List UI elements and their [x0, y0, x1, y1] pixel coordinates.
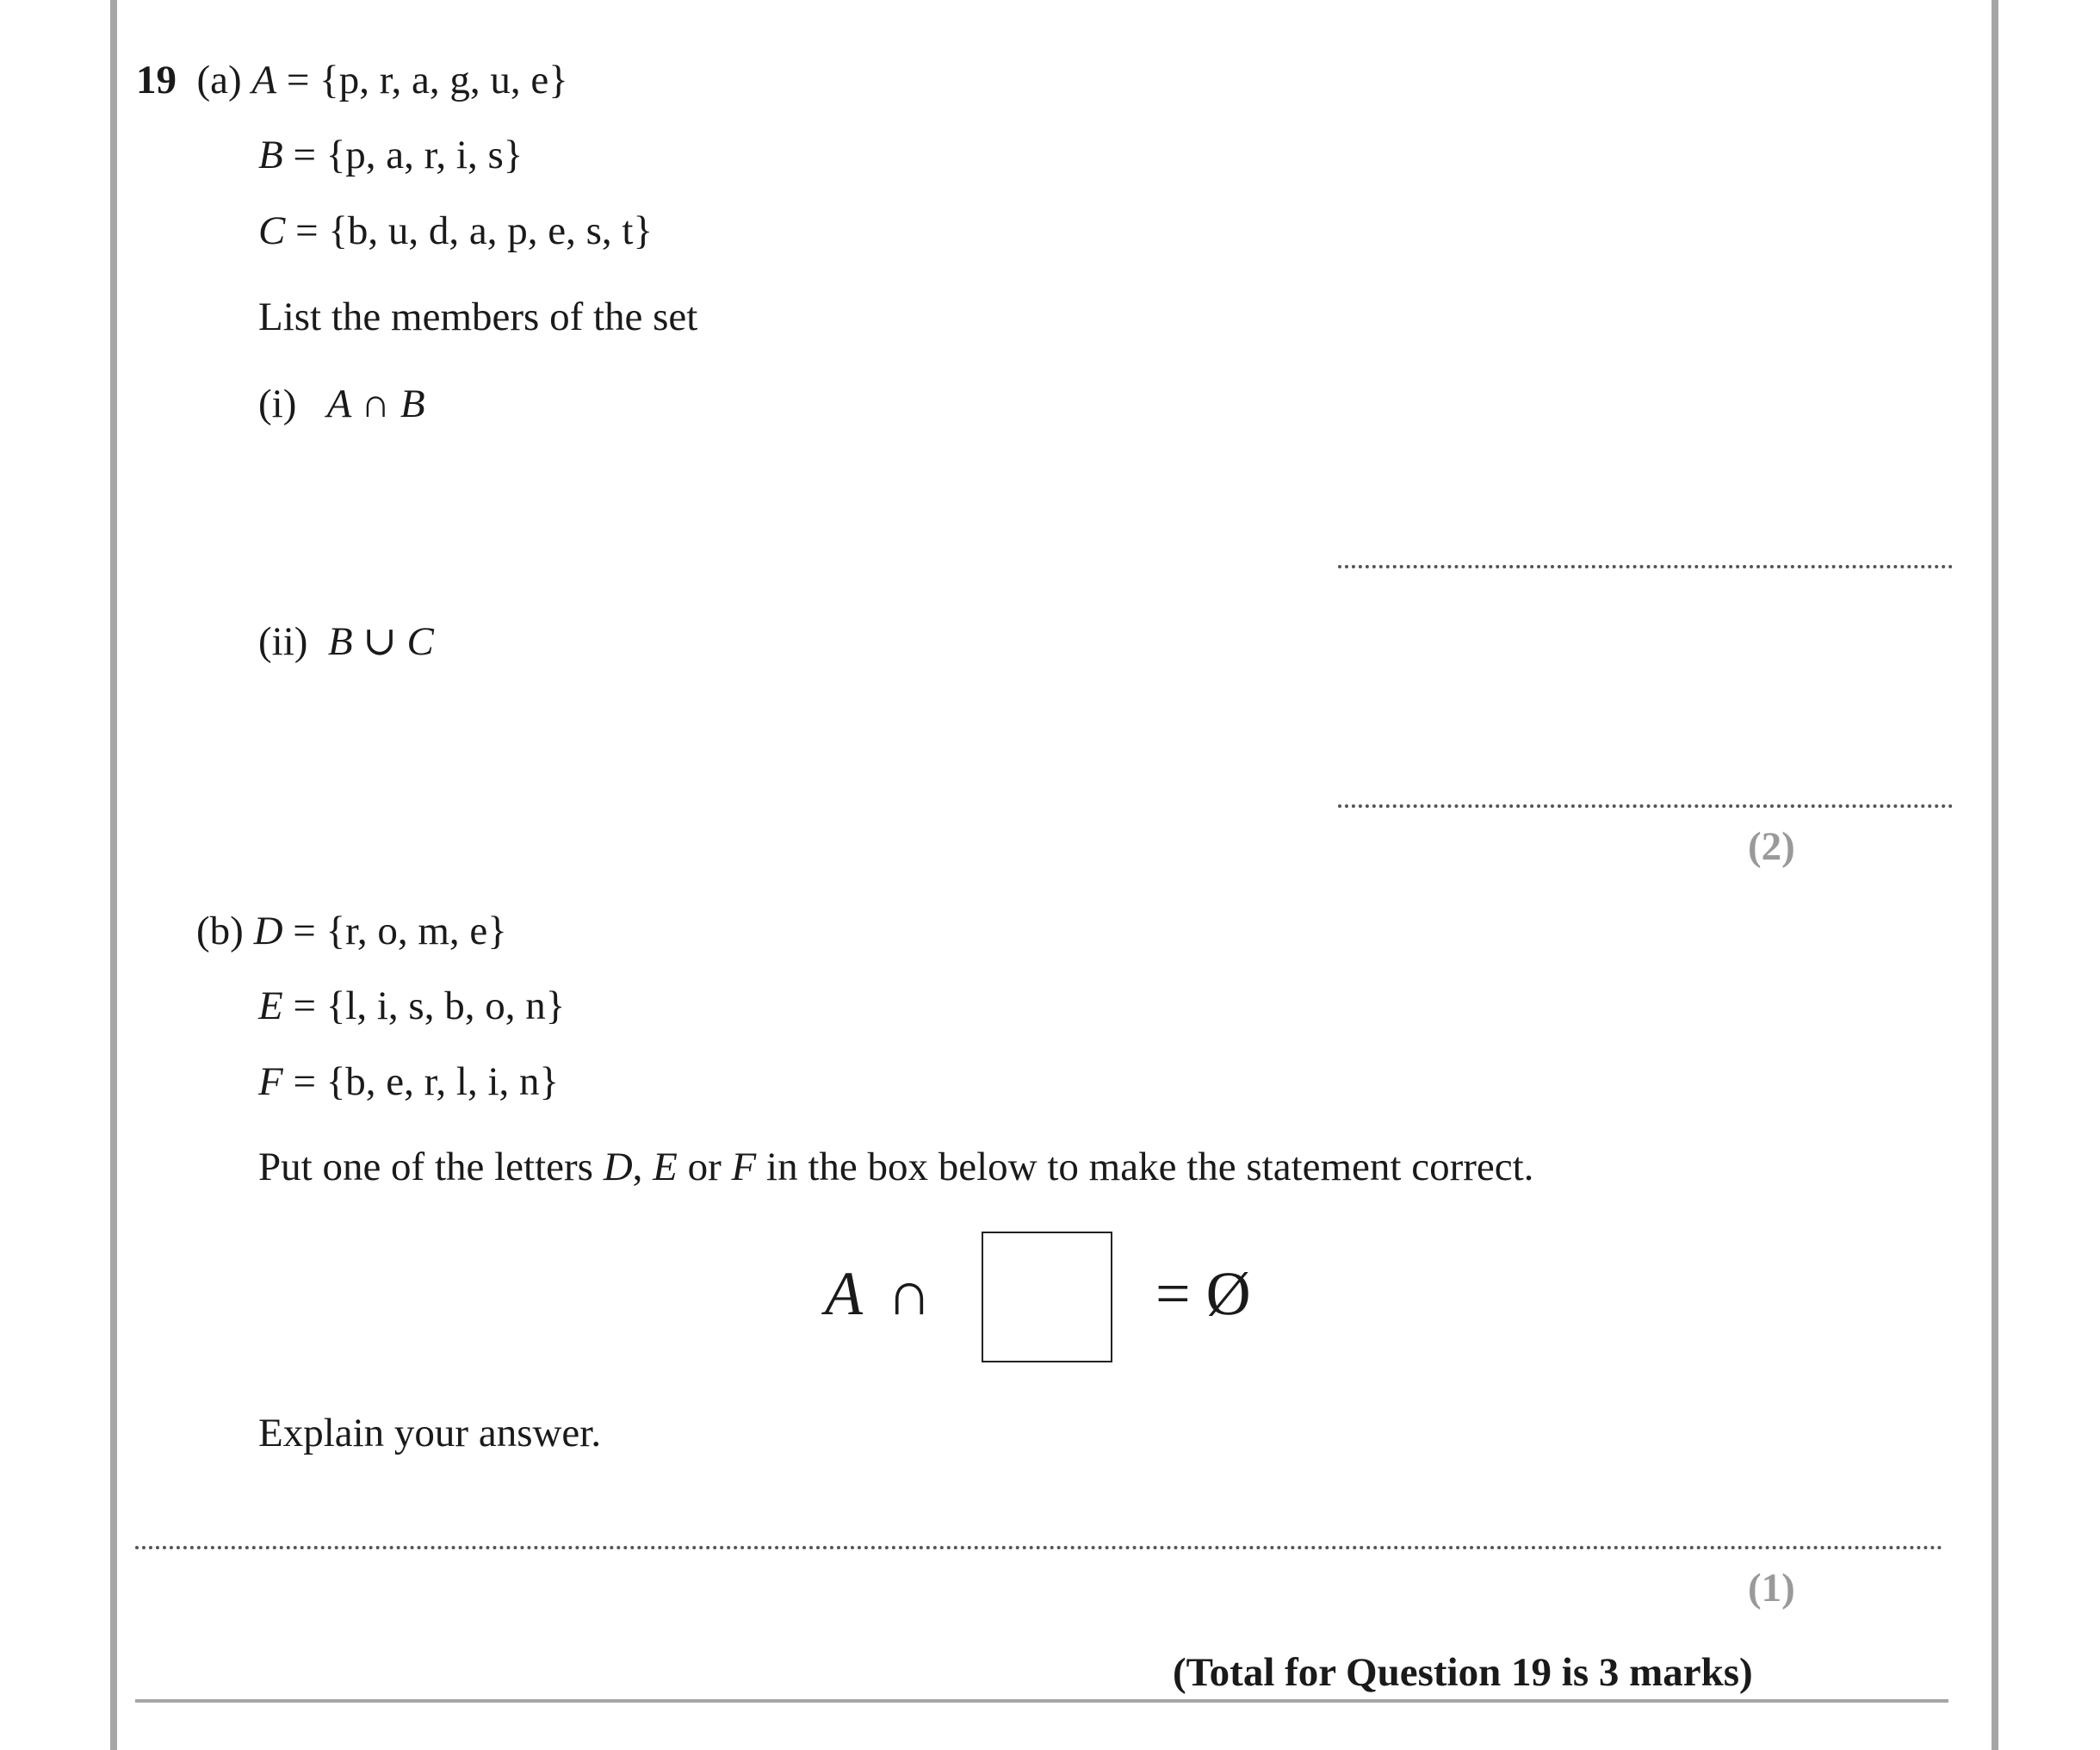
set-a-name: A — [251, 58, 277, 102]
part-a-instruction: List the members of the set — [258, 295, 698, 339]
instr-text-2: , — [632, 1145, 654, 1189]
set-e-members: = {l, i, s, b, o, n} — [282, 984, 566, 1028]
set-c-line — [258, 208, 654, 253]
set-e-line — [258, 986, 565, 1027]
instr-letter-d: D — [603, 1145, 633, 1189]
explain-prompt: Explain your answer. — [258, 1411, 602, 1455]
set-e-name: E — [258, 984, 283, 1028]
instr-letter-e: E — [653, 1145, 678, 1189]
statement-left-set: A — [825, 1259, 863, 1328]
part-b-marks: (1) — [1748, 1566, 1795, 1610]
instr-text-1: Put one of the letters — [258, 1145, 604, 1189]
part-b-instruction — [258, 1147, 1533, 1188]
set-d-name: D — [253, 909, 283, 953]
total-marks: (Total for Question 19 is 3 marks) — [1173, 1650, 1753, 1695]
sub-i-label: (i) — [258, 382, 297, 426]
statement-right: = Ø — [1155, 1259, 1251, 1328]
part-a-marks: (2) — [1748, 824, 1795, 869]
sub-i-expression: A ∩ B — [326, 382, 425, 426]
instr-letter-f: F — [731, 1145, 757, 1189]
set-a-members: = {p, r, a, g, u, e} — [276, 58, 568, 102]
instr-text-4: in the box below to make the statement correct. — [756, 1145, 1534, 1189]
set-b-name: B — [258, 133, 283, 177]
question-number: 19 — [136, 58, 177, 102]
set-c-members: = {b, u, d, a, p, e, s, t} — [285, 208, 654, 253]
part-b-label: (b) — [196, 909, 244, 953]
sub-ii-label: (ii) — [258, 619, 308, 664]
set-f-members: = {b, e, r, l, i, n} — [282, 1059, 560, 1104]
sub-ii-line — [258, 619, 434, 664]
set-c-name: C — [258, 208, 286, 253]
question-end-rule — [135, 1699, 1948, 1703]
set-b-line — [258, 135, 523, 176]
left-border — [110, 0, 117, 1750]
question-header — [136, 60, 568, 101]
part-a-label: (a) — [196, 58, 242, 102]
answer-line-ii[interactable] — [1338, 804, 1953, 808]
part-b-header — [196, 911, 507, 952]
explain-answer-line[interactable] — [135, 1546, 1943, 1549]
set-b-members: = {p, a, r, i, s} — [282, 133, 523, 177]
intersection-symbol: ∩ — [887, 1259, 932, 1328]
answer-box[interactable] — [982, 1232, 1112, 1362]
set-f-line — [258, 1059, 560, 1104]
answer-line-i[interactable] — [1338, 565, 1953, 568]
right-border — [1992, 0, 1998, 1750]
instr-text-3: or — [677, 1145, 732, 1189]
sub-i-line — [258, 384, 425, 425]
set-d-members: = {r, o, m, e} — [282, 909, 507, 953]
set-f-name: F — [258, 1059, 283, 1104]
sub-ii-expression: B ∪ C — [327, 619, 434, 664]
